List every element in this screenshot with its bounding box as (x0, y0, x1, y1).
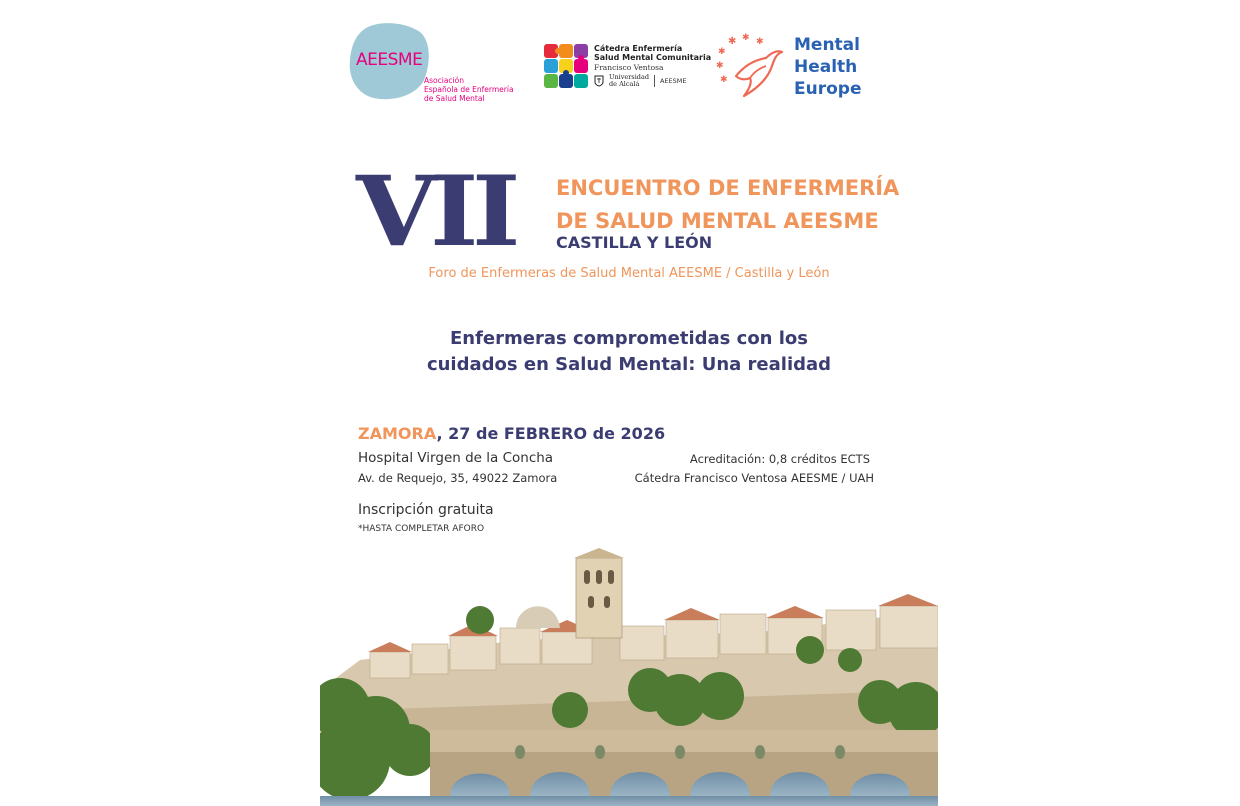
aeesme-subtitle: Asociación Española de Enfermería de Salud Mental (424, 76, 514, 103)
aeesme-logo (348, 22, 528, 106)
forum-subtitle: Foro de Enfermeras de Salud Mental AEESME / Castilla y León (428, 266, 830, 281)
catedra-title: Cátedra Enfermería Salud Mental Comunitaria (594, 44, 712, 62)
svg-text:✱: ✱ (742, 33, 750, 43)
catedra-name: Francisco Ventosa (594, 63, 664, 72)
event-address: Av. de Requejo, 35, 49022 Zamora (358, 471, 558, 485)
edition-numeral: VII (356, 155, 515, 268)
title-line-2: DE SALUD MENTAL AEESME (556, 209, 879, 233)
university-seal-icon (594, 75, 604, 87)
event-date-text: , 27 de FEBRERO de 2026 (436, 424, 666, 443)
svg-text:✱: ✱ (720, 75, 728, 85)
dove-stars-icon (714, 32, 786, 102)
puzzle-mosaic-icon (542, 42, 592, 92)
mental-health-europe-logo (714, 32, 874, 102)
accreditation: Acreditación: 0,8 créditos ECTS (689, 452, 870, 466)
svg-text:✱: ✱ (718, 47, 726, 57)
event-title (556, 172, 899, 252)
svg-text:✱: ✱ (756, 37, 764, 47)
event-tagline: Enfermeras comprometidas con los cuidados en Salud Mental: Una realidad (426, 328, 832, 375)
accreditation-issuer: Cátedra Francisco Ventosa AEESME / UAH (634, 471, 874, 485)
zamora-city-photo (320, 540, 938, 806)
title-line-1: ENCUENTRO DE ENFERMERÍA (556, 176, 900, 200)
event-venue: Hospital Virgen de la Concha (358, 450, 554, 466)
mhe-wordmark: Mental Health Europe (794, 35, 862, 99)
registration-info: Inscripción gratuita (358, 502, 494, 518)
logo-divider (654, 75, 655, 87)
svg-text:✱: ✱ (716, 61, 724, 71)
event-poster (320, 0, 938, 806)
university-name: Universidad de Alcalá (609, 73, 649, 88)
event-date (358, 424, 665, 443)
aeesme-wordmark: AEESME (356, 50, 423, 70)
partner-wordmark: AEESME (659, 77, 687, 85)
svg-text:✱: ✱ (728, 36, 737, 47)
registration-note: *HASTA COMPLETAR AFORO (358, 524, 485, 534)
title-line-3: CASTILLA Y LEÓN (556, 233, 713, 252)
catedra-logo (542, 42, 712, 98)
event-city: ZAMORA (358, 424, 437, 443)
